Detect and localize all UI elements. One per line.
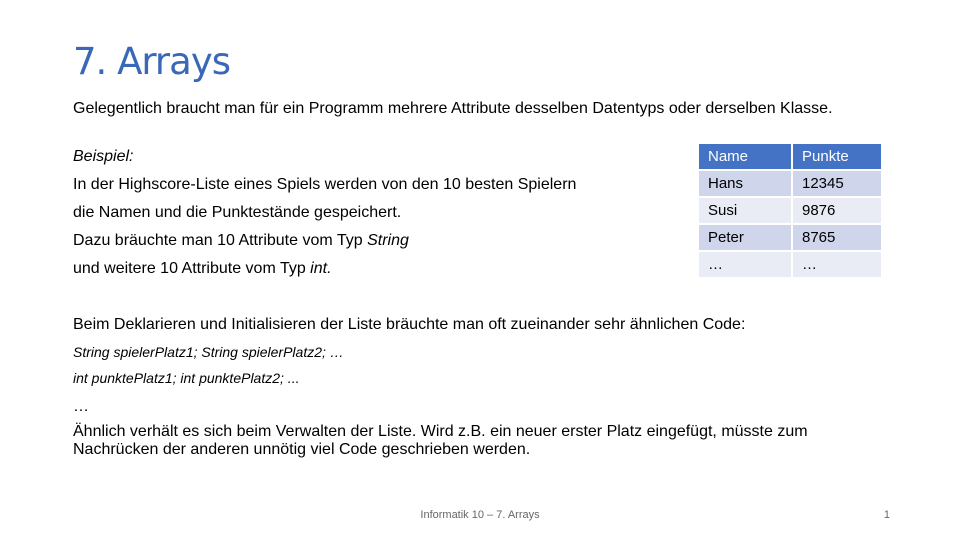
table-cell: Susi: [699, 198, 791, 223]
section-text: Beim Deklarieren und Initialisieren der Liste bräuchte man oft zueinander sehr ähnlichen Code:: [73, 316, 746, 333]
intro-text: Gelegentlich braucht man für ein Programm mehrere Attribute desselben Datentyps oder derselben Klasse.: [73, 100, 833, 117]
table-row: [699, 198, 881, 223]
table-row: [699, 171, 881, 196]
table-cell: 12345: [793, 171, 881, 196]
example-label: Beispiel:: [73, 148, 134, 165]
conclusion-paragraph: Ähnlich verhält es sich beim Verwalten der Liste. Wird z.B. ein neuer erster Platz eingefügt, müsste zum Nachrücken der anderen unnötig viel Code geschrieben werden.: [73, 423, 808, 458]
code-line-2: int punktePlatz1; int punktePlatz2; ...: [73, 370, 300, 386]
table-header-cell: Name: [699, 144, 791, 169]
table-row: [699, 252, 881, 277]
table-header-row: [699, 144, 881, 169]
table-cell: Hans: [699, 171, 791, 196]
table-cell: Peter: [699, 225, 791, 250]
table-cell: …: [699, 252, 791, 277]
example-line-3: Dazu bräuchte man 10 Attribute vom Typ String: [73, 232, 409, 249]
table-header-cell: Punkte: [793, 144, 881, 169]
ellipsis-text: …: [73, 398, 89, 415]
highscore-table: [697, 142, 883, 279]
table-row: [699, 225, 881, 250]
table-cell: 8765: [793, 225, 881, 250]
slide-title: 7. Arrays: [73, 40, 230, 83]
table-cell: 9876: [793, 198, 881, 223]
example-line-2: die Namen und die Punktestände gespeichert.: [73, 204, 402, 221]
page-number: 1: [883, 509, 890, 521]
table-cell: …: [793, 252, 881, 277]
example-line-1: In der Highscore-Liste eines Spiels werden von den 10 besten Spielern: [73, 176, 577, 193]
example-line-4: und weitere 10 Attribute vom Typ int.: [73, 260, 332, 277]
code-line-1: String spielerPlatz1; String spielerPlatz2; …: [73, 344, 344, 360]
footer-text: Informatik 10 – 7. Arrays: [420, 509, 540, 521]
